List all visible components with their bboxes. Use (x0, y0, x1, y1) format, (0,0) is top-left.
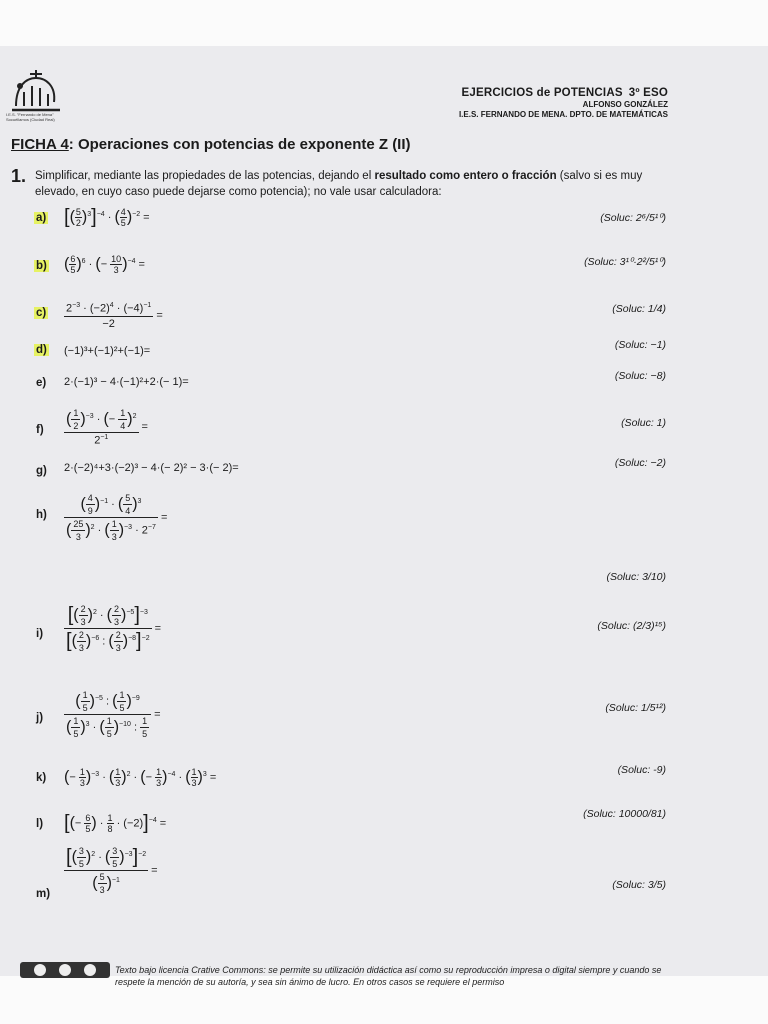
page-title (11, 136, 411, 153)
item-expr-d: (−1)³+(−1)²+(−1)= (64, 345, 151, 357)
ficha-label: FICHA 4 (11, 136, 69, 153)
item-label-g: g) (36, 465, 47, 477)
item-label-l: l) (36, 818, 44, 830)
header-title-text: EJERCICIOS de POTENCIAS (461, 87, 623, 99)
header-title (462, 87, 668, 99)
item-solution-b: (Soluc: 3¹⁰·2²/5¹⁰) (584, 256, 666, 268)
item-expr-i: [( $\frac{2}{3}$ )$^2$ · ( $\frac{2}{3}$ )$^{-5}$]$^{-3}$ [( $\frac{2}{3}$ )$^{-6}$ : ( $\frac{2}{3}$ )$^{-8}$]$^{-2}$ = (66, 604, 162, 653)
header-level: 3º ESO (628, 87, 668, 99)
header-author: ALFONSO GONZÁLEZ (582, 100, 668, 109)
license-footer: Texto bajo licencia Crative Commons: se permite su utilización didáctica así como su reproducción impresa o digital siempre y cuando se respete la mención de su autoría, y sea sin ánimo de lucro. En otros casos se requiere el permiso (115, 965, 662, 987)
item-solution-m: (Soluc: 3/5) (612, 879, 666, 891)
item-label-m: m) (36, 888, 51, 900)
exercise-text-a: Simplificar, mediante las propiedades de las potencias, dejando el (35, 170, 375, 182)
item-solution-l: (Soluc: 10000/81) (583, 808, 666, 820)
item-solution-c: (Soluc: 1/4) (612, 303, 666, 315)
item-expr-l: [(− $\frac{6}{5}$ ) · $\frac{1}{8}$ · (−2)]$^{-4}$ = (64, 812, 167, 834)
item-label-h: h) (36, 509, 47, 521)
item-solution-d: (Soluc: −1) (614, 339, 666, 351)
item-expr-f: ( $\frac{1}{2}$ )$^{-3}$ · (− $\frac{1}{4}$ )$^2$ $2^{-1}$ = (66, 408, 148, 447)
item-expr-j: ( $\frac{1}{5}$ )$^{-5}$ : ( $\frac{1}{5}$ )$^{-9}$ ( $\frac{1}{5}$ )$^3$ · ( $\frac{1}{5}$ )$^{-10}$ : $\frac{1}{5}$ = (66, 690, 161, 739)
worksheet (0, 46, 768, 987)
creative-commons-icon (20, 962, 110, 978)
exercise-number: 1. (11, 166, 27, 186)
item-expr-h: ( $\frac{4}{9}$ )$^{-1}$ · ( $\frac{5}{4}$ )$^3$ ( $\frac{25}{3}$ )$^2$ · ( $\frac{1}{3}$ )$^{-3} \cdot 2^{-7}$ = (66, 493, 168, 542)
item-expr-e: 2·(−1)³ − 4·(−1)²+2·(− 1)= (64, 376, 189, 388)
item-label-k: k) (36, 772, 47, 784)
logo-caption: I.E.S. "Fernando de Mena" Socuéllamos (Ciudad Real) (6, 112, 55, 122)
ficha-title: : Operaciones con potencias de exponente Z (II) (68, 136, 411, 153)
item-expr-c: $\frac{2^{-3} \cdot (-2)^4 \cdot (-4)^{-1}}{-2}$ = (66, 302, 163, 330)
item-label-e: e) (36, 377, 47, 389)
item-solution-e: (Soluc: −8) (614, 370, 666, 382)
item-solution-i: (Soluc: (2/3)¹⁵) (597, 620, 666, 632)
item-label-c: c) (36, 307, 47, 319)
item-label-i: i) (36, 628, 44, 640)
item-expr-b: ( $\frac{6}{5}$ )$^6$ · (− $\frac{10}{3}$ )$^{-4}$ = (64, 254, 145, 275)
item-expr-g: 2·(−2)⁴+3·(−2)³ − 4·(− 2)² − 3·(− 2)= (64, 462, 239, 474)
exercise-statement (35, 168, 675, 200)
exercise-text-b: resultado como entero o fracción (374, 170, 557, 182)
item-expr-k: (− $\frac{1}{3}$ )$^{-3}$ · ( $\frac{1}{3}$ )$^2$ · (− $\frac{1}{3}$ )$^{-4}$ · ( $\frac{1}{3}$ )$^3$ = (64, 767, 217, 788)
item-solution-f: (Soluc: 1) (621, 417, 666, 429)
exercise-text-c: (salvo si es muy elevado, en cuyo caso puede dejarse como potencia); no vale usar calculadora: (35, 170, 643, 198)
item-expr-a: [( $\frac{5}{2}$ )$^3$]$^{-4}$ · ( $\frac{4}{5}$ )$^{-2}$ = (64, 206, 150, 228)
item-solution-k: (Soluc: -9) (617, 764, 666, 776)
item-solution-j: (Soluc: 1/5¹²) (605, 702, 666, 714)
item-label-j: j) (36, 712, 44, 724)
item-expr-m: [( $\frac{3}{5}$ )$^2$ · ( $\frac{3}{5}$ )$^{-3}$]$^{-2}$ ( $\frac{5}{3}$ )$^{-1}$ = (66, 846, 158, 895)
item-solution-h: (Soluc: 3/10) (606, 571, 666, 583)
header-school: I.E.S. FERNANDO DE MENA. DPTO. DE MATEMÁTICAS (458, 110, 668, 119)
item-label-d: d) (36, 344, 47, 356)
item-label-f: f) (36, 424, 44, 436)
item-label-a: a) (36, 212, 47, 224)
item-solution-g: (Soluc: −2) (614, 457, 666, 469)
item-label-b: b) (36, 260, 47, 272)
item-solution-a: (Soluc: 2⁶/5¹⁰) (600, 212, 666, 224)
